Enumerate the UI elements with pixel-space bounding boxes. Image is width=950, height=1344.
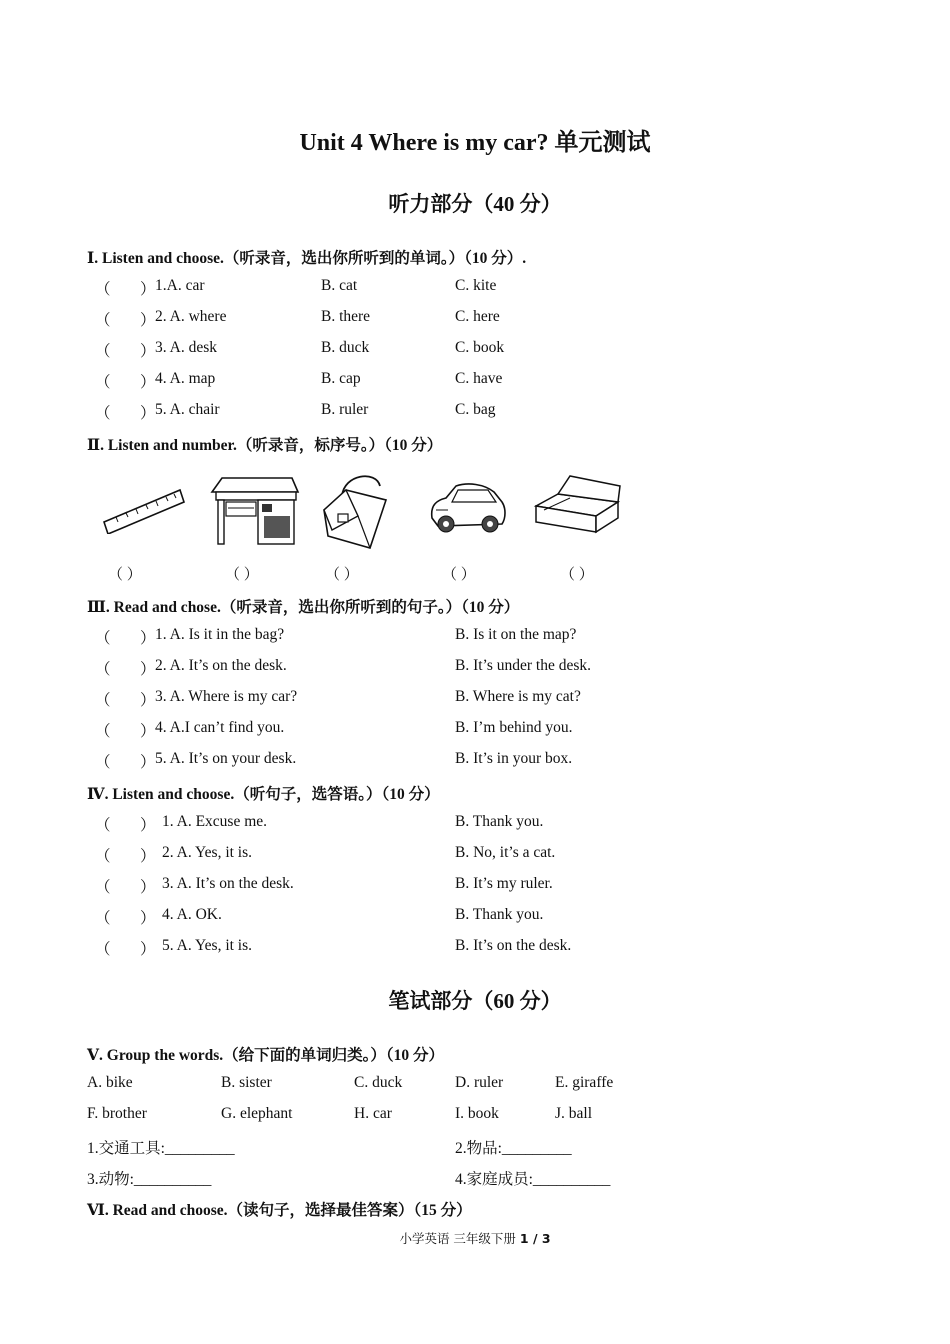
group-question-3[interactable]: 3.动物:__________ [87, 1171, 212, 1188]
answer-blank-left[interactable]: （ [95, 281, 111, 298]
picture-4-blank[interactable]: （ ） [442, 567, 476, 583]
option-a: 4. A. OK. [162, 906, 222, 923]
option-b: B. It’s under the desk. [455, 657, 592, 674]
answer-blank-left[interactable]: （ [95, 910, 111, 927]
answer-blank-right: ） [140, 941, 156, 958]
section-6-heading: Ⅵ. Read and choose.（读句子，选择最佳答案）（15 分） [87, 1202, 472, 1219]
answer-blank-left[interactable]: （ [95, 374, 111, 391]
answer-blank-left[interactable]: （ [95, 723, 111, 740]
option-a: 5. A. chair [155, 401, 220, 418]
option-a: 3. A. Where is my car? [155, 688, 298, 705]
word-option: F. brother [87, 1105, 147, 1122]
page-title: Unit 4 Where is my car? 单元测试 [299, 130, 651, 156]
section-2-heading: Ⅱ. Listen and number.（听录音，标序号。）（10 分） [87, 437, 443, 454]
answer-blank-left[interactable]: （ [95, 343, 111, 360]
answer-blank-left[interactable]: （ [95, 754, 111, 771]
page-number: 1 / 3 [519, 1231, 551, 1246]
option-a: 2. A. Yes, it is. [162, 844, 253, 861]
box-picture [530, 472, 624, 536]
option-a: 5. A. It’s on your desk. [155, 750, 297, 767]
section-4-heading: Ⅳ. Listen and choose.（听句子，选答语。）（10 分） [87, 786, 440, 803]
answer-blank-right: ） [140, 723, 156, 740]
option-b: B. It’s in your box. [455, 750, 573, 767]
picture-3-blank[interactable]: （ ） [325, 567, 359, 583]
group-question-2[interactable]: 2.物品:_________ [455, 1140, 572, 1157]
option-a: 1. A. Is it in the bag? [155, 626, 285, 643]
word-option: C. duck [354, 1074, 403, 1091]
answer-blank-right: ） [140, 312, 156, 329]
option-b: B. Thank you. [455, 813, 544, 830]
word-option: E. giraffe [555, 1074, 614, 1091]
answer-blank-left[interactable]: （ [95, 661, 111, 678]
writing-part-heading: 笔试部分（60 分） [388, 989, 562, 1013]
answer-blank-left[interactable]: （ [95, 405, 111, 422]
option-c: C. book [455, 339, 505, 356]
answer-blank-right: ） [140, 661, 156, 678]
option-a: 4. A. map [155, 370, 216, 387]
answer-blank-left[interactable]: （ [95, 941, 111, 958]
option-c: C. here [455, 308, 500, 325]
bag-picture [318, 470, 394, 550]
answer-blank-left[interactable]: （ [95, 879, 111, 896]
listening-part-heading: 听力部分（40 分） [388, 192, 562, 216]
word-option: B. sister [221, 1074, 272, 1091]
answer-blank-right: ） [140, 910, 156, 927]
page-footer [0, 1229, 950, 1247]
option-b: B. there [321, 308, 371, 325]
option-a: 4. A.I can’t find you. [155, 719, 285, 736]
word-option: J. ball [555, 1105, 593, 1122]
answer-blank-right: ） [140, 630, 156, 647]
word-option: G. elephant [221, 1105, 293, 1122]
option-b: B. I’m behind you. [455, 719, 573, 736]
option-a: 2. A. It’s on the desk. [155, 657, 287, 674]
answer-blank-right: ） [140, 692, 156, 709]
answer-blank-right: ） [140, 343, 156, 360]
word-option: A. bike [87, 1074, 133, 1091]
option-b: B. Where is my cat? [455, 688, 581, 705]
option-a: 2. A. where [155, 308, 227, 325]
option-a: 5. A. Yes, it is. [162, 937, 253, 954]
section-3-heading: Ⅲ. Read and chose.（听录音，选出你所听到的句子。）（10 分） [87, 599, 520, 616]
car-picture [428, 478, 508, 536]
answer-blank-right: ） [140, 879, 156, 896]
answer-blank-left[interactable]: （ [95, 630, 111, 647]
answer-blank-right: ） [140, 848, 156, 865]
option-a: 3. A. desk [155, 339, 217, 356]
section-5-heading: Ⅴ. Group the words.（给下面的单词归类。）（10 分） [87, 1047, 445, 1064]
answer-blank-left[interactable]: （ [95, 848, 111, 865]
option-b: B. No, it’s a cat. [455, 844, 556, 861]
option-c: C. kite [455, 277, 497, 294]
answer-blank-right: ） [140, 405, 156, 422]
option-a: 1. A. Excuse me. [162, 813, 268, 830]
answer-blank-right: ） [140, 281, 156, 298]
option-b: B. It’s on the desk. [455, 937, 572, 954]
word-option: D. ruler [455, 1074, 504, 1091]
answer-blank-left[interactable]: （ [95, 817, 111, 834]
answer-blank-right: ） [140, 754, 156, 771]
group-question-1[interactable]: 1.交通工具:_________ [87, 1140, 235, 1157]
option-b: B. duck [321, 339, 370, 356]
option-c: C. have [455, 370, 503, 387]
option-b: B. It’s my ruler. [455, 875, 553, 892]
group-question-4[interactable]: 4.家庭成员:__________ [455, 1171, 611, 1188]
desk-picture [208, 474, 300, 546]
word-option: I. book [455, 1105, 499, 1122]
ruler-picture [102, 484, 186, 534]
option-a: 1.A. car [155, 277, 205, 294]
option-b: B. cap [321, 370, 361, 387]
answer-blank-right: ） [140, 817, 156, 834]
picture-2-blank[interactable]: （ ） [225, 567, 259, 583]
picture-5-blank[interactable]: （ ） [560, 567, 594, 583]
section-1-heading: Ⅰ. Listen and choose.（听录音，选出你所听到的单词。）（10 分）. [87, 250, 527, 267]
option-c: C. bag [455, 401, 496, 418]
answer-blank-left[interactable]: （ [95, 312, 111, 329]
option-b: B. Thank you. [455, 906, 544, 923]
answer-blank-left[interactable]: （ [95, 692, 111, 709]
option-b: B. cat [321, 277, 358, 294]
answer-blank-right: ） [140, 374, 156, 391]
option-b: B. Is it on the map? [455, 626, 577, 643]
option-b: B. ruler [321, 401, 369, 418]
picture-1-blank[interactable]: （ ） [108, 567, 142, 583]
word-option: H. car [354, 1105, 392, 1122]
picture-row [0, 468, 950, 548]
footer-text: 小学英语 三年级下册 [399, 1231, 520, 1246]
option-a: 3. A. It’s on the desk. [162, 875, 294, 892]
